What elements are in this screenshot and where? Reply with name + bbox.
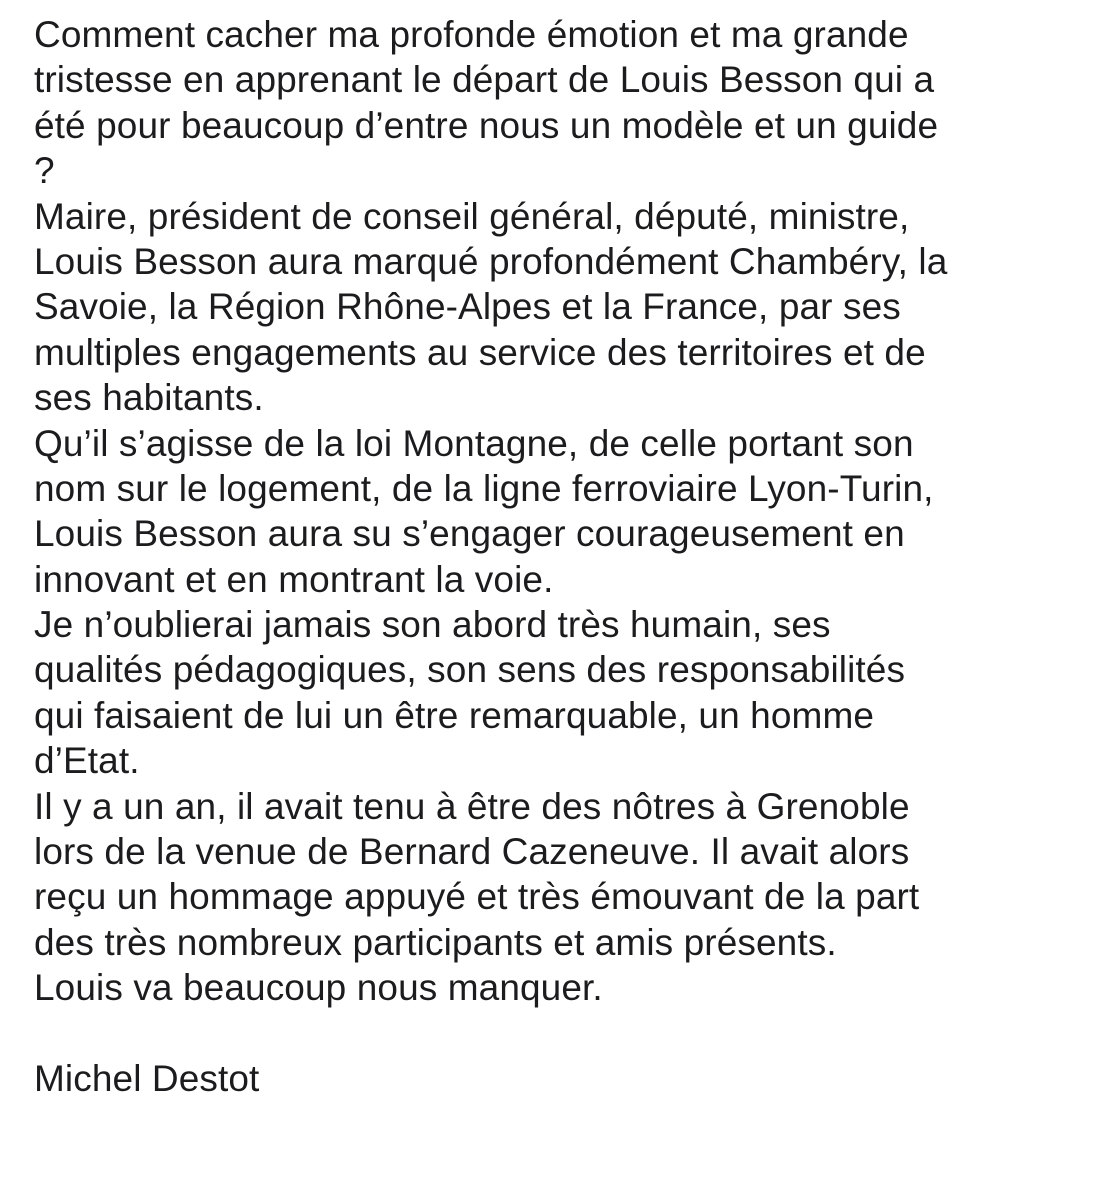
text-line: Louis va beaucoup nous manquer. [34, 967, 603, 1009]
text-line: lors de la venue de Bernard Cazeneuve. Il avait alors [34, 831, 910, 873]
text-line: Il y a un an, il avait tenu à être des nôtres à Grenoble [34, 785, 910, 827]
text-line: Je n’oublierai jamais son abord très humain, ses [34, 604, 831, 646]
text-line: qui faisaient de lui un être remarquable, un homme [34, 694, 875, 736]
post-text [34, 12, 1084, 1101]
text-line: été pour beaucoup d’entre nous un modèle et un guide [34, 104, 939, 146]
text-line: qualités pédagogiques, son sens des responsabilités [34, 649, 906, 691]
text-line: multiples engagements au service des territoires et de [34, 331, 926, 373]
text-line: Comment cacher ma profonde émotion et ma grande [34, 14, 909, 55]
spacer [34, 1011, 1084, 1056]
text-line: nom sur le logement, de la ligne ferroviaire Lyon-Turin, [34, 467, 934, 509]
text-line: Louis Besson aura marqué profondément Chambéry, la [34, 240, 948, 282]
text-line: Louis Besson aura su s’engager courageusement en [34, 513, 905, 555]
text-line: Qu’il s’agisse de la loi Montagne, de celle portant son [34, 422, 914, 464]
text-line: ses habitants. [34, 377, 264, 419]
text-line: Maire, président de conseil général, député, ministre, [34, 195, 910, 237]
text-line: tristesse en apprenant le départ de Louis Besson qui a [34, 59, 935, 101]
text-line: ? [34, 150, 55, 192]
text-line: d’Etat. [34, 740, 140, 782]
signature: Michel Destot [34, 1057, 260, 1099]
text-line: reçu un hommage appuyé et très émouvant de la part [34, 876, 920, 918]
text-line: des très nombreux participants et amis présents. [34, 921, 837, 963]
text-line: innovant et en montrant la voie. [34, 558, 554, 600]
text-line: Savoie, la Région Rhône-Alpes et la France, par ses [34, 286, 901, 328]
